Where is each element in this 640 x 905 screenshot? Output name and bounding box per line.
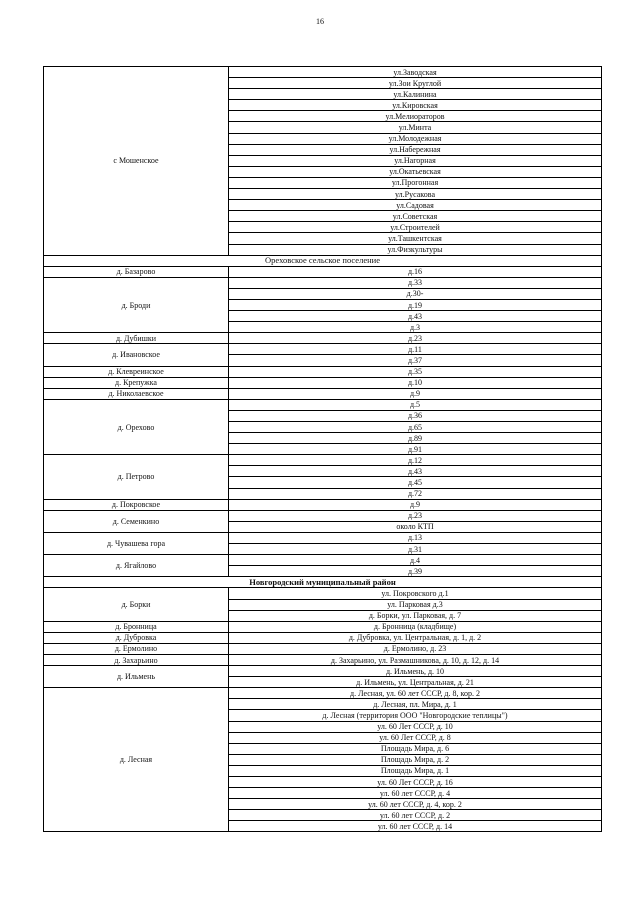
table-row <box>44 654 602 665</box>
settlement-cell: д. Базарово <box>44 266 229 277</box>
table-row <box>44 388 602 399</box>
settlement-cell: д. Борки <box>44 588 229 621</box>
address-cell: д.91 <box>229 444 602 455</box>
section-title: Ореховское сельское поселение <box>44 255 602 266</box>
address-cell: д. Дубровка, ул. Центральная, д. 1, д. 2 <box>229 632 602 643</box>
address-cell: ул.Минта <box>229 122 602 133</box>
address-cell: д.4 <box>229 555 602 566</box>
address-cell: ул.Зои Круглой <box>229 78 602 89</box>
address-cell: Площадь Мира, д. 6 <box>229 743 602 754</box>
table-row <box>44 532 602 543</box>
address-cell: ул.Окатьевская <box>229 166 602 177</box>
address-cell: Площадь Мира, д. 2 <box>229 754 602 765</box>
address-cell: д.23 <box>229 510 602 521</box>
address-cell: д.13 <box>229 532 602 543</box>
settlement-cell: д. Бронница <box>44 621 229 632</box>
address-cell: д.43 <box>229 311 602 322</box>
address-cell: ул.Молодежная <box>229 133 602 144</box>
address-table <box>43 66 602 832</box>
table-row <box>44 666 602 677</box>
table-row <box>44 344 602 355</box>
table-row <box>44 643 602 654</box>
settlement-cell: д. Чувашева гора <box>44 532 229 554</box>
address-cell: Площадь Мира, д. 1 <box>229 765 602 776</box>
address-cell: д.9 <box>229 388 602 399</box>
table-row <box>44 366 602 377</box>
section-row <box>44 577 602 588</box>
address-cell: ул.Садовая <box>229 200 602 211</box>
settlement-cell: д. Покровское <box>44 499 229 510</box>
table-row <box>44 499 602 510</box>
address-cell: д.19 <box>229 299 602 310</box>
address-cell: д. Борки, ул. Парковая, д. 7 <box>229 610 602 621</box>
settlement-cell: д. Захарьино <box>44 654 229 665</box>
settlement-cell: д. Николаевское <box>44 388 229 399</box>
address-cell: ул. Парковая д.3 <box>229 599 602 610</box>
settlement-cell: д. Петрово <box>44 455 229 499</box>
address-cell: д.5 <box>229 399 602 410</box>
address-cell: ул.Прогонная <box>229 177 602 188</box>
table-row <box>44 67 602 78</box>
address-cell: д.9 <box>229 499 602 510</box>
address-cell: ул.Набережная <box>229 144 602 155</box>
table-row <box>44 632 602 643</box>
address-cell: д.3 <box>229 322 602 333</box>
settlement-cell: д. Дубровка <box>44 632 229 643</box>
settlement-cell: д. Орехово <box>44 399 229 454</box>
address-cell: д. Лесная, ул. 60 лет СССР, д. 8, кор. 2 <box>229 688 602 699</box>
address-cell: ул.Калинина <box>229 89 602 100</box>
section-row <box>44 255 602 266</box>
table-row <box>44 588 602 599</box>
page-number: 16 <box>316 17 324 26</box>
address-cell: д.11 <box>229 344 602 355</box>
address-cell: д. Ильмень, ул. Центральная, д. 21 <box>229 677 602 688</box>
address-cell: д.10 <box>229 377 602 388</box>
table-row <box>44 510 602 521</box>
settlement-cell: д. Ильмень <box>44 666 229 688</box>
address-cell: около КТП <box>229 521 602 532</box>
table-row <box>44 277 602 288</box>
address-cell: ул.Советская <box>229 211 602 222</box>
address-cell: ул. 60 Лет СССР, д. 16 <box>229 777 602 788</box>
address-cell: д. Бронница (кладбище) <box>229 621 602 632</box>
address-cell: ул.Физкультуры <box>229 244 602 255</box>
address-cell: д. Захарьино, ул. Размашникова, д. 10, д. 12, д. 14 <box>229 654 602 665</box>
address-cell: ул. 60 лет СССР, д. 4 <box>229 788 602 799</box>
address-cell: д.23 <box>229 333 602 344</box>
address-cell: д.43 <box>229 466 602 477</box>
address-cell: д. Ильмень, д. 10 <box>229 666 602 677</box>
address-cell: ул.Ташкентская <box>229 233 602 244</box>
address-cell: ул. 60 лет СССР, д. 4, кор. 2 <box>229 799 602 810</box>
settlement-cell: д. Ермолино <box>44 643 229 654</box>
section-title: Новгородский муниципальный район <box>44 577 602 588</box>
table-row <box>44 399 602 410</box>
address-cell: ул. 60 лет СССР, д. 2 <box>229 810 602 821</box>
table-row <box>44 377 602 388</box>
address-cell: д.31 <box>229 544 602 555</box>
address-cell: д. Лесная, пл. Мира, д. 1 <box>229 699 602 710</box>
table-row <box>44 555 602 566</box>
address-cell: ул.Мелиораторов <box>229 111 602 122</box>
address-cell: д.35 <box>229 366 602 377</box>
address-cell: ул.Строителей <box>229 222 602 233</box>
address-cell: ул.Русакова <box>229 189 602 200</box>
settlement-cell: д. Дубишки <box>44 333 229 344</box>
settlement-cell: д. Броди <box>44 277 229 332</box>
table-row <box>44 333 602 344</box>
address-cell: д.12 <box>229 455 602 466</box>
address-cell: д.37 <box>229 355 602 366</box>
address-cell: д.16 <box>229 266 602 277</box>
address-cell: ул.Нагорная <box>229 155 602 166</box>
address-cell: д. Ермолино, д. 23 <box>229 643 602 654</box>
address-cell: ул.Кировская <box>229 100 602 111</box>
address-cell: ул. 60 Лет СССР, д. 10 <box>229 721 602 732</box>
address-cell: д.45 <box>229 477 602 488</box>
address-cell: ул. Покровского д.1 <box>229 588 602 599</box>
address-cell: ул. 60 Лет СССР, д. 8 <box>229 732 602 743</box>
settlement-cell: с Мошенское <box>44 67 229 256</box>
address-cell: д.30- <box>229 288 602 299</box>
table-row <box>44 621 602 632</box>
settlement-cell: д. Семенкино <box>44 510 229 532</box>
settlement-cell: д. Крепужка <box>44 377 229 388</box>
table-row <box>44 266 602 277</box>
settlement-cell: д. Лесная <box>44 688 229 832</box>
address-cell: д.39 <box>229 566 602 577</box>
address-cell: д. Лесная (территория ООО "Новгородские теплицы") <box>229 710 602 721</box>
address-cell: ул. 60 лет СССР, д. 14 <box>229 821 602 832</box>
address-cell: д.33 <box>229 277 602 288</box>
address-cell: д.72 <box>229 488 602 499</box>
settlement-cell: д. Ивановское <box>44 344 229 366</box>
settlement-cell: д. Клевреинское <box>44 366 229 377</box>
address-cell: д.65 <box>229 422 602 433</box>
table-row <box>44 688 602 699</box>
address-cell: д.36 <box>229 410 602 421</box>
address-cell: д.89 <box>229 433 602 444</box>
table-row <box>44 455 602 466</box>
settlement-cell: д. Ягайлово <box>44 555 229 577</box>
address-cell: ул.Заводская <box>229 67 602 78</box>
